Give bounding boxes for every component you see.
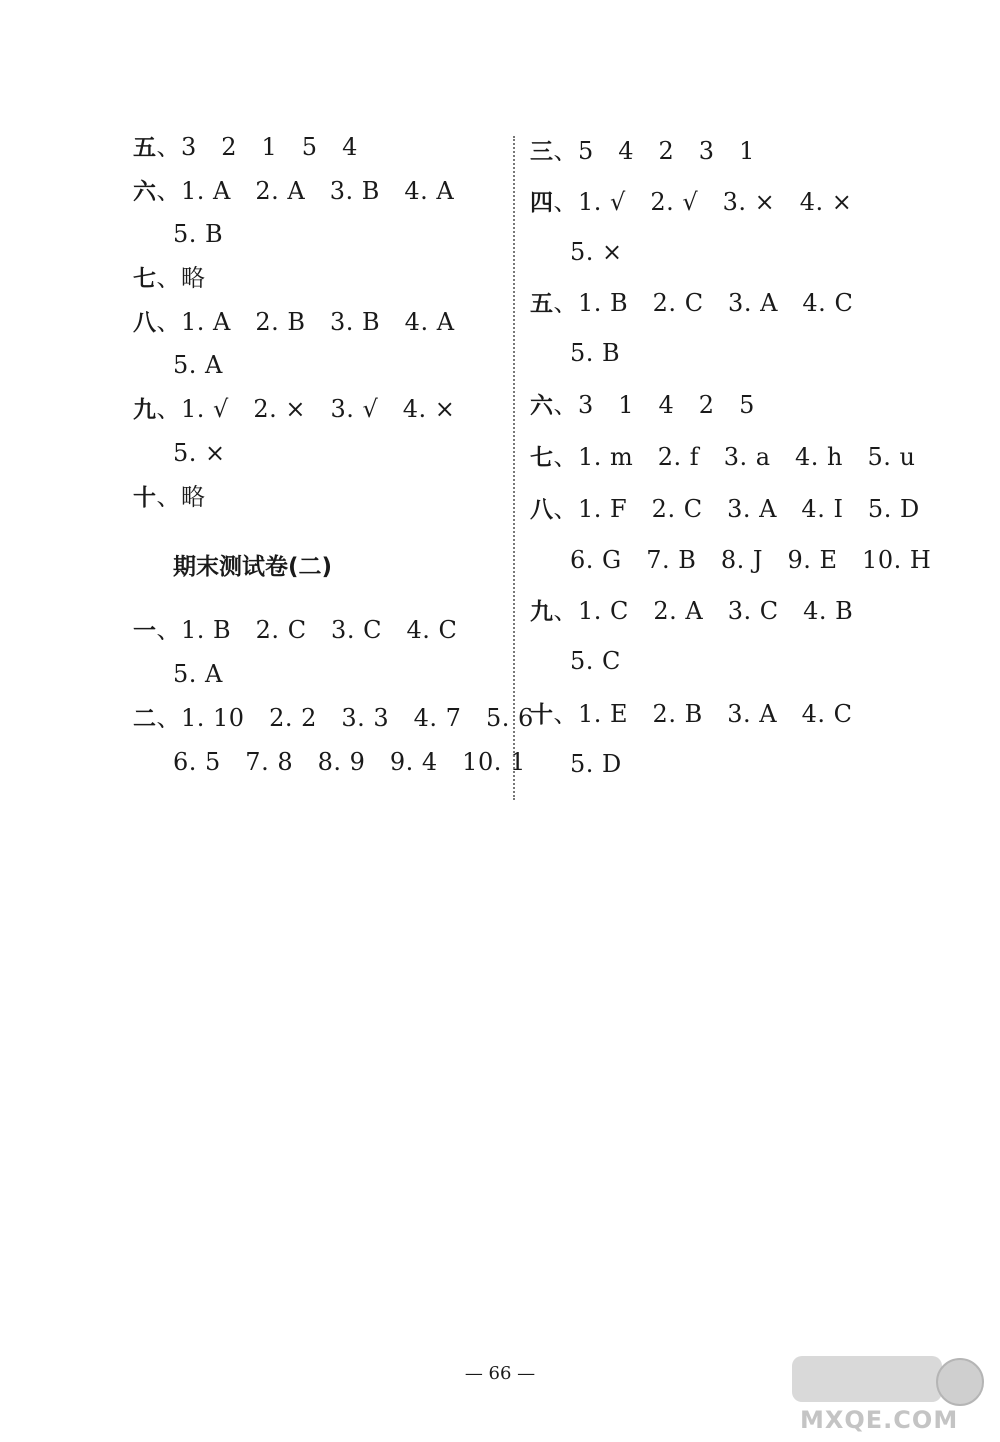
answer-line: 5. × [173, 439, 226, 467]
answer-line: 5. B [570, 339, 621, 367]
answer-line: 5. A [173, 660, 223, 688]
watermark-badge [792, 1356, 942, 1402]
watermark-logo [786, 1356, 986, 1434]
column-divider [513, 136, 515, 800]
answer-line: 七、略 [133, 264, 206, 292]
answer-line: 六、3 1 4 2 5 [530, 391, 755, 419]
watermark-text: MXQE.COM [800, 1406, 959, 1434]
page-number: — 66 — [464, 1363, 536, 1384]
answer-line: 十、略 [133, 483, 206, 511]
answer-line: 五、3 2 1 5 4 [133, 133, 358, 161]
answer-line: 九、1. √ 2. × 3. √ 4. × [133, 395, 456, 423]
answer-line: 6. 5 7. 8 8. 9 9. 4 10. 1 [173, 748, 526, 776]
answer-line: 二、1. 10 2. 2 3. 3 4. 7 5. 6 [133, 704, 534, 732]
watermark-seal-icon [936, 1358, 984, 1406]
answer-line: 6. G 7. B 8. J 9. E 10. H [570, 546, 932, 574]
answer-line: 五、1. B 2. C 3. A 4. C [530, 289, 854, 317]
answer-line: 八、1. A 2. B 3. B 4. A [133, 308, 455, 336]
answer-line: 七、1. m 2. f 3. a 4. h 5. u [530, 443, 916, 471]
answer-line: 四、1. √ 2. √ 3. × 4. × [530, 188, 853, 216]
section-title: 期末测试卷(二) [172, 554, 333, 580]
answer-line: 八、1. F 2. C 3. A 4. I 5. D [530, 495, 920, 523]
answer-line: 一、1. B 2. C 3. C 4. C [133, 616, 458, 644]
answer-line: 5. A [173, 351, 223, 379]
answer-line: 5. D [570, 750, 622, 778]
answer-line: 九、1. C 2. A 3. C 4. B [530, 597, 854, 625]
answer-line: 十、1. E 2. B 3. A 4. C [530, 700, 853, 728]
answer-line: 三、5 4 2 3 1 [530, 137, 755, 165]
answer-line: 5. C [570, 647, 621, 675]
answer-line: 5. B [173, 220, 224, 248]
answer-line: 六、1. A 2. A 3. B 4. A [133, 177, 455, 205]
answer-line: 5. × [570, 238, 623, 266]
